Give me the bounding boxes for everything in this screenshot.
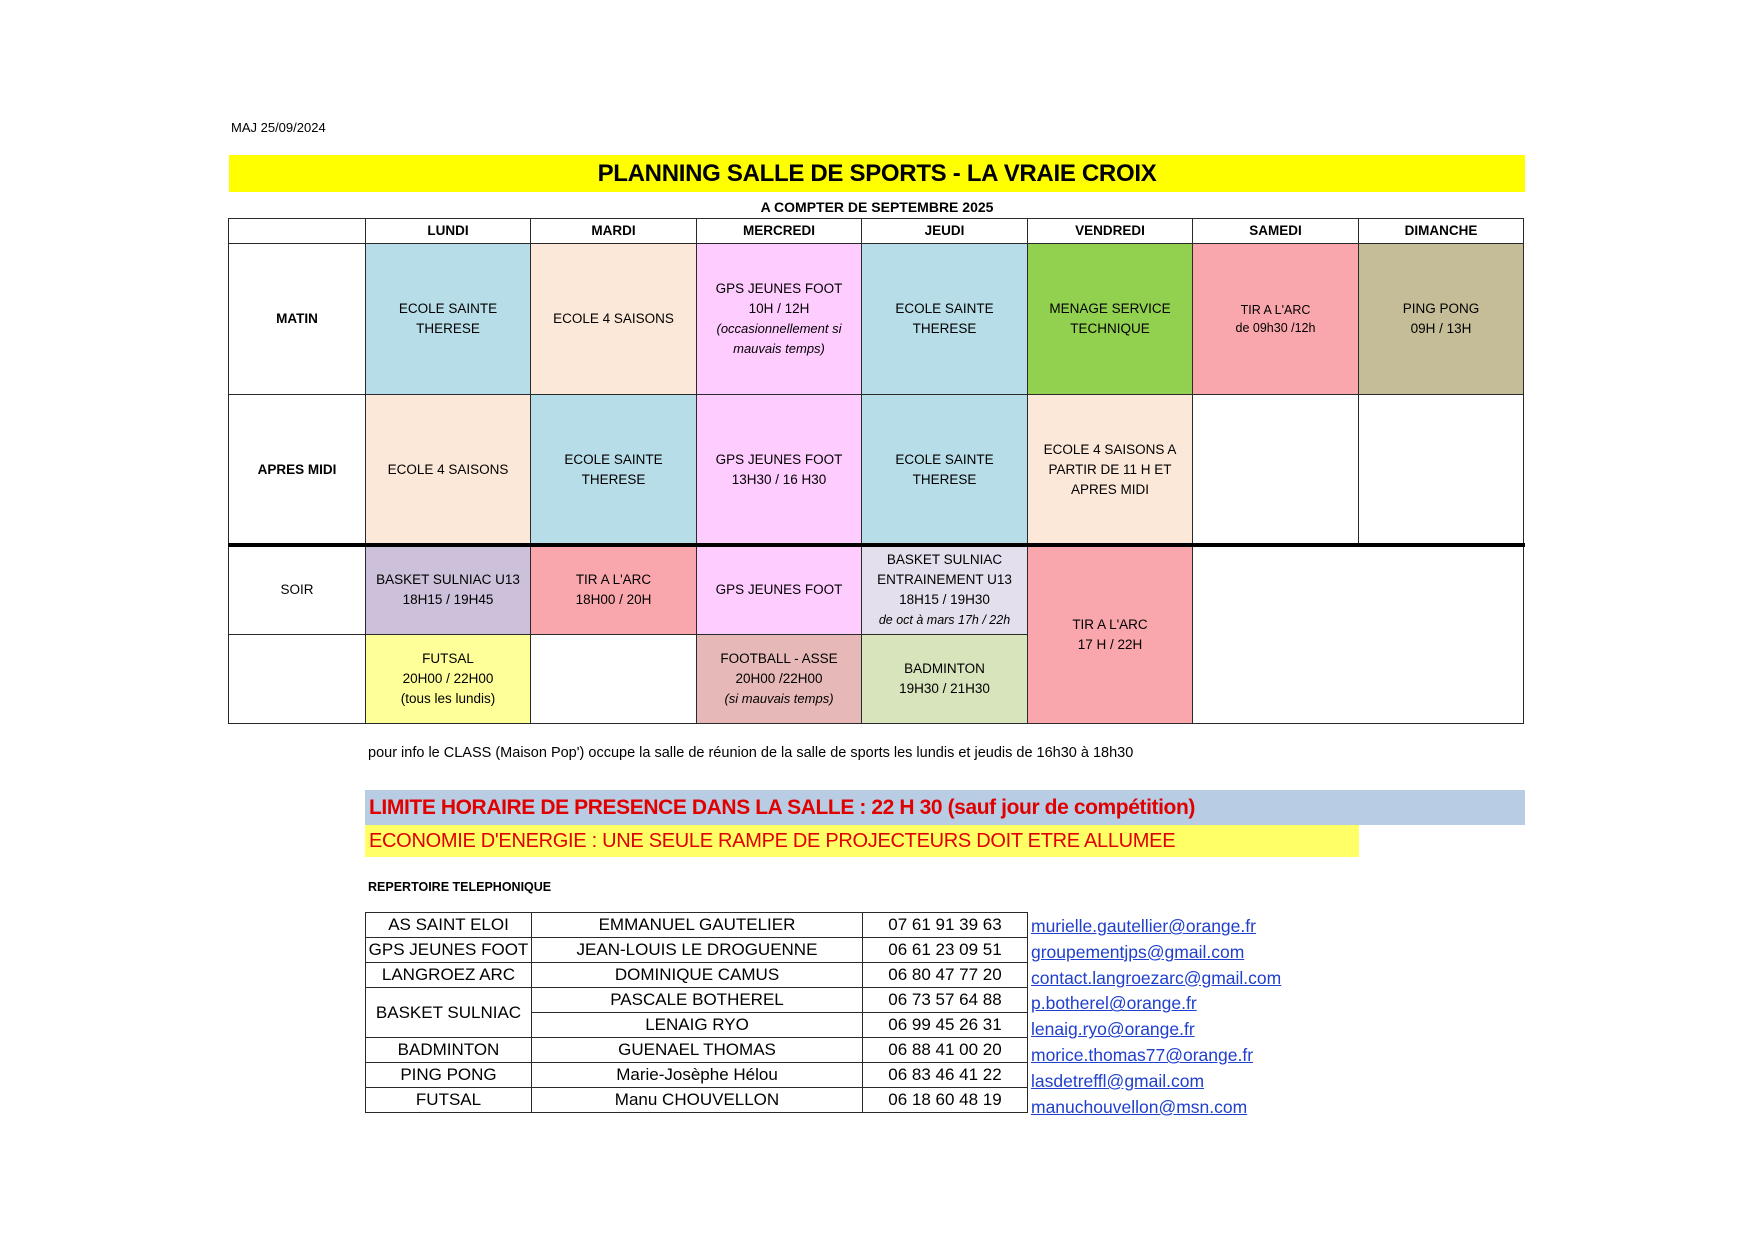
row-label-apres-midi: APRES MIDI	[228, 394, 366, 546]
table-row	[366, 938, 1028, 963]
slot-apres-midi-jeudi: ECOLE SAINTE THERESE	[861, 394, 1028, 546]
slot-soir-mercredi: GPS JEUNES FOOT	[696, 545, 862, 635]
slot-soir-lundi	[365, 545, 531, 635]
day-header-jeudi: JEUDI	[861, 218, 1028, 244]
phone-number: 06 73 57 64 88	[863, 988, 1028, 1013]
club-name: FUTSAL	[366, 1088, 532, 1113]
slot-line: 18H15 / 19H30	[899, 592, 990, 607]
phone-number: 06 83 46 41 22	[863, 1063, 1028, 1088]
row-label-matin: MATIN	[228, 243, 366, 395]
slot-apres-midi-dimanche	[1358, 394, 1524, 546]
club-name: AS SAINT ELOI	[366, 913, 532, 938]
header-corner-cell	[228, 218, 366, 244]
phone-directory-table	[365, 912, 1028, 1113]
slot-matin-samedi	[1192, 243, 1359, 395]
slot-soir2-jeudi	[861, 634, 1028, 724]
phone-number: 06 61 23 09 51	[863, 938, 1028, 963]
phone-number: 07 61 91 39 63	[863, 913, 1028, 938]
slot-line: BASKET SULNIAC U13	[376, 572, 520, 587]
phone-number: 06 88 41 00 20	[863, 1038, 1028, 1063]
slot-line: 20H00 /22H00	[735, 671, 823, 686]
directory-title: REPERTOIRE TELEPHONIQUE	[368, 880, 552, 894]
schedule-table	[228, 218, 1524, 723]
slot-line: 09H / 13H	[1410, 321, 1472, 336]
phone-number: 06 99 45 26 31	[863, 1013, 1028, 1038]
email-link[interactable]: lasdetreffl@gmail.com	[1031, 1070, 1205, 1091]
slot-line: BASKET SULNIAC	[886, 552, 1003, 567]
slot-line: 13H30 / 16 H30	[731, 472, 827, 487]
day-header-dimanche: DIMANCHE	[1358, 218, 1524, 244]
slot-line: 17 H / 22H	[1077, 636, 1143, 652]
club-name: LANGROEZ ARC	[366, 963, 532, 988]
slot-line: GPS JEUNES FOOT	[715, 452, 843, 467]
contact-name: DOMINIQUE CAMUS	[532, 963, 863, 988]
update-date: MAJ 25/09/2024	[231, 120, 326, 135]
slot-matin-dimanche	[1358, 243, 1524, 395]
slot-soir2-mardi	[530, 634, 697, 724]
slot-soir-jeudi	[861, 545, 1028, 635]
slot-line: 20H00 / 22H00	[402, 671, 494, 686]
day-header-samedi: SAMEDI	[1192, 218, 1359, 244]
slot-soir2-mercredi	[696, 634, 862, 724]
table-row	[366, 963, 1028, 988]
slot-note: de oct à mars 17h / 22h	[878, 613, 1011, 627]
slot-line: TIR A L'ARC	[1240, 303, 1311, 317]
contact-name: Marie-Josèphe Hélou	[532, 1063, 863, 1088]
slot-line: ENTRAINEMENT U13	[877, 572, 1012, 587]
day-header-lundi: LUNDI	[365, 218, 531, 244]
energy-saving-banner: ECONOMIE D'ENERGIE : UNE SEULE RAMPE DE PROJECTEURS DOIT ETRE ALLUMEE	[365, 825, 1359, 857]
slot-soir2-lundi	[365, 634, 531, 724]
slot-line: TIR A L'ARC	[575, 572, 652, 587]
slot-matin-lundi: ECOLE SAINTE THERESE	[365, 243, 531, 395]
club-name: GPS JEUNES FOOT	[366, 938, 532, 963]
contact-name: EMMANUEL GAUTELIER	[532, 913, 863, 938]
club-name: BASKET SULNIAC	[366, 988, 532, 1038]
row-label-soir: SOIR	[228, 545, 366, 635]
table-row	[366, 1063, 1028, 1088]
page-title: PLANNING SALLE DE SPORTS - LA VRAIE CROIX	[229, 155, 1525, 192]
slot-soir-mardi	[530, 545, 697, 635]
email-link[interactable]: groupementjps@gmail.com	[1031, 941, 1245, 962]
slot-line: 18H00 / 20H	[575, 592, 652, 607]
phone-number: 06 18 60 48 19	[863, 1088, 1028, 1113]
slot-line: PARTIR DE 11 H ET	[1048, 462, 1172, 477]
table-row	[366, 988, 1028, 1013]
table-row	[366, 1038, 1028, 1063]
info-note: pour info le CLASS (Maison Pop') occupe la salle de réunion de la salle de sports les lundis et jeudis de 16h30 à 18h30	[368, 745, 1134, 761]
email-link[interactable]: p.botherel@orange.fr	[1031, 993, 1197, 1014]
slot-note: (occasionnellement si	[716, 321, 842, 336]
slot-matin-mercredi	[696, 243, 862, 395]
slot-line: BADMINTON	[904, 661, 985, 676]
slot-soir-vendredi	[1027, 545, 1193, 724]
table-row	[366, 913, 1028, 938]
email-list	[1031, 914, 1281, 1120]
slot-line: MENAGE SERVICE	[1049, 301, 1171, 316]
slot-note: mauvais temps)	[733, 341, 825, 356]
slot-line: FUTSAL	[422, 651, 474, 666]
slot-line: TECHNIQUE	[1070, 321, 1150, 336]
slot-line: GPS JEUNES FOOT	[715, 281, 843, 296]
slot-line: 10H / 12H	[748, 301, 810, 316]
slot-note: (si mauvais temps)	[724, 691, 834, 706]
slot-line: APRES MIDI	[1070, 482, 1149, 497]
day-header-mardi: MARDI	[530, 218, 697, 244]
page-subtitle: A COMPTER DE SEPTEMBRE 2025	[760, 199, 994, 215]
slot-matin-vendredi	[1027, 243, 1193, 395]
slot-line: de 09h30 /12h	[1235, 321, 1316, 335]
phone-number: 06 80 47 77 20	[863, 963, 1028, 988]
time-limit-banner: LIMITE HORAIRE DE PRESENCE DANS LA SALLE : 22 H 30 (sauf jour de compétition)	[365, 790, 1525, 825]
evening-divider-line	[228, 543, 1525, 547]
email-link[interactable]: murielle.gautellier@orange.fr	[1031, 916, 1256, 936]
club-name: BADMINTON	[366, 1038, 532, 1063]
slot-line: PING PONG	[1402, 301, 1480, 316]
email-link[interactable]: lenaig.ryo@orange.fr	[1031, 1019, 1195, 1040]
day-header-mercredi: MERCREDI	[696, 218, 862, 244]
slot-line: TIR A L'ARC	[1072, 616, 1148, 632]
contact-name: PASCALE BOTHEREL	[532, 988, 863, 1013]
slot-apres-midi-mercredi	[696, 394, 862, 546]
slot-line: (tous les lundis)	[400, 691, 496, 706]
day-header-vendredi: VENDREDI	[1027, 218, 1193, 244]
slot-matin-mardi: ECOLE 4 SAISONS	[530, 243, 697, 395]
slot-apres-midi-vendredi	[1027, 394, 1193, 546]
contact-name: GUENAEL THOMAS	[532, 1038, 863, 1063]
table-row	[366, 1088, 1028, 1113]
slot-apres-midi-lundi: ECOLE 4 SAISONS	[365, 394, 531, 546]
contact-name: LENAIG RYO	[532, 1013, 863, 1038]
slot-line: 19H30 / 21H30	[899, 681, 990, 696]
slot-line: FOOTBALL - ASSE	[720, 651, 838, 666]
slot-soir-weekend-empty	[1192, 545, 1524, 724]
contact-name: JEAN-LOUIS LE DROGUENNE	[532, 938, 863, 963]
slot-apres-midi-mardi: ECOLE SAINTE THERESE	[530, 394, 697, 546]
slot-line: 18H15 / 19H45	[402, 592, 494, 607]
slot-line: ECOLE 4 SAISONS A	[1043, 442, 1177, 457]
email-link[interactable]: manuchouvellon@msn.com	[1031, 1096, 1248, 1117]
slot-apres-midi-samedi	[1192, 394, 1359, 546]
contact-name: Manu CHOUVELLON	[532, 1088, 863, 1113]
email-link[interactable]: morice.thomas77@orange.fr	[1031, 1044, 1254, 1065]
email-link[interactable]: contact.langroezarc@gmail.com	[1031, 967, 1282, 988]
row-label-soir-2	[228, 634, 366, 724]
club-name: PING PONG	[366, 1063, 532, 1088]
slot-matin-jeudi: ECOLE SAINTE THERESE	[861, 243, 1028, 395]
